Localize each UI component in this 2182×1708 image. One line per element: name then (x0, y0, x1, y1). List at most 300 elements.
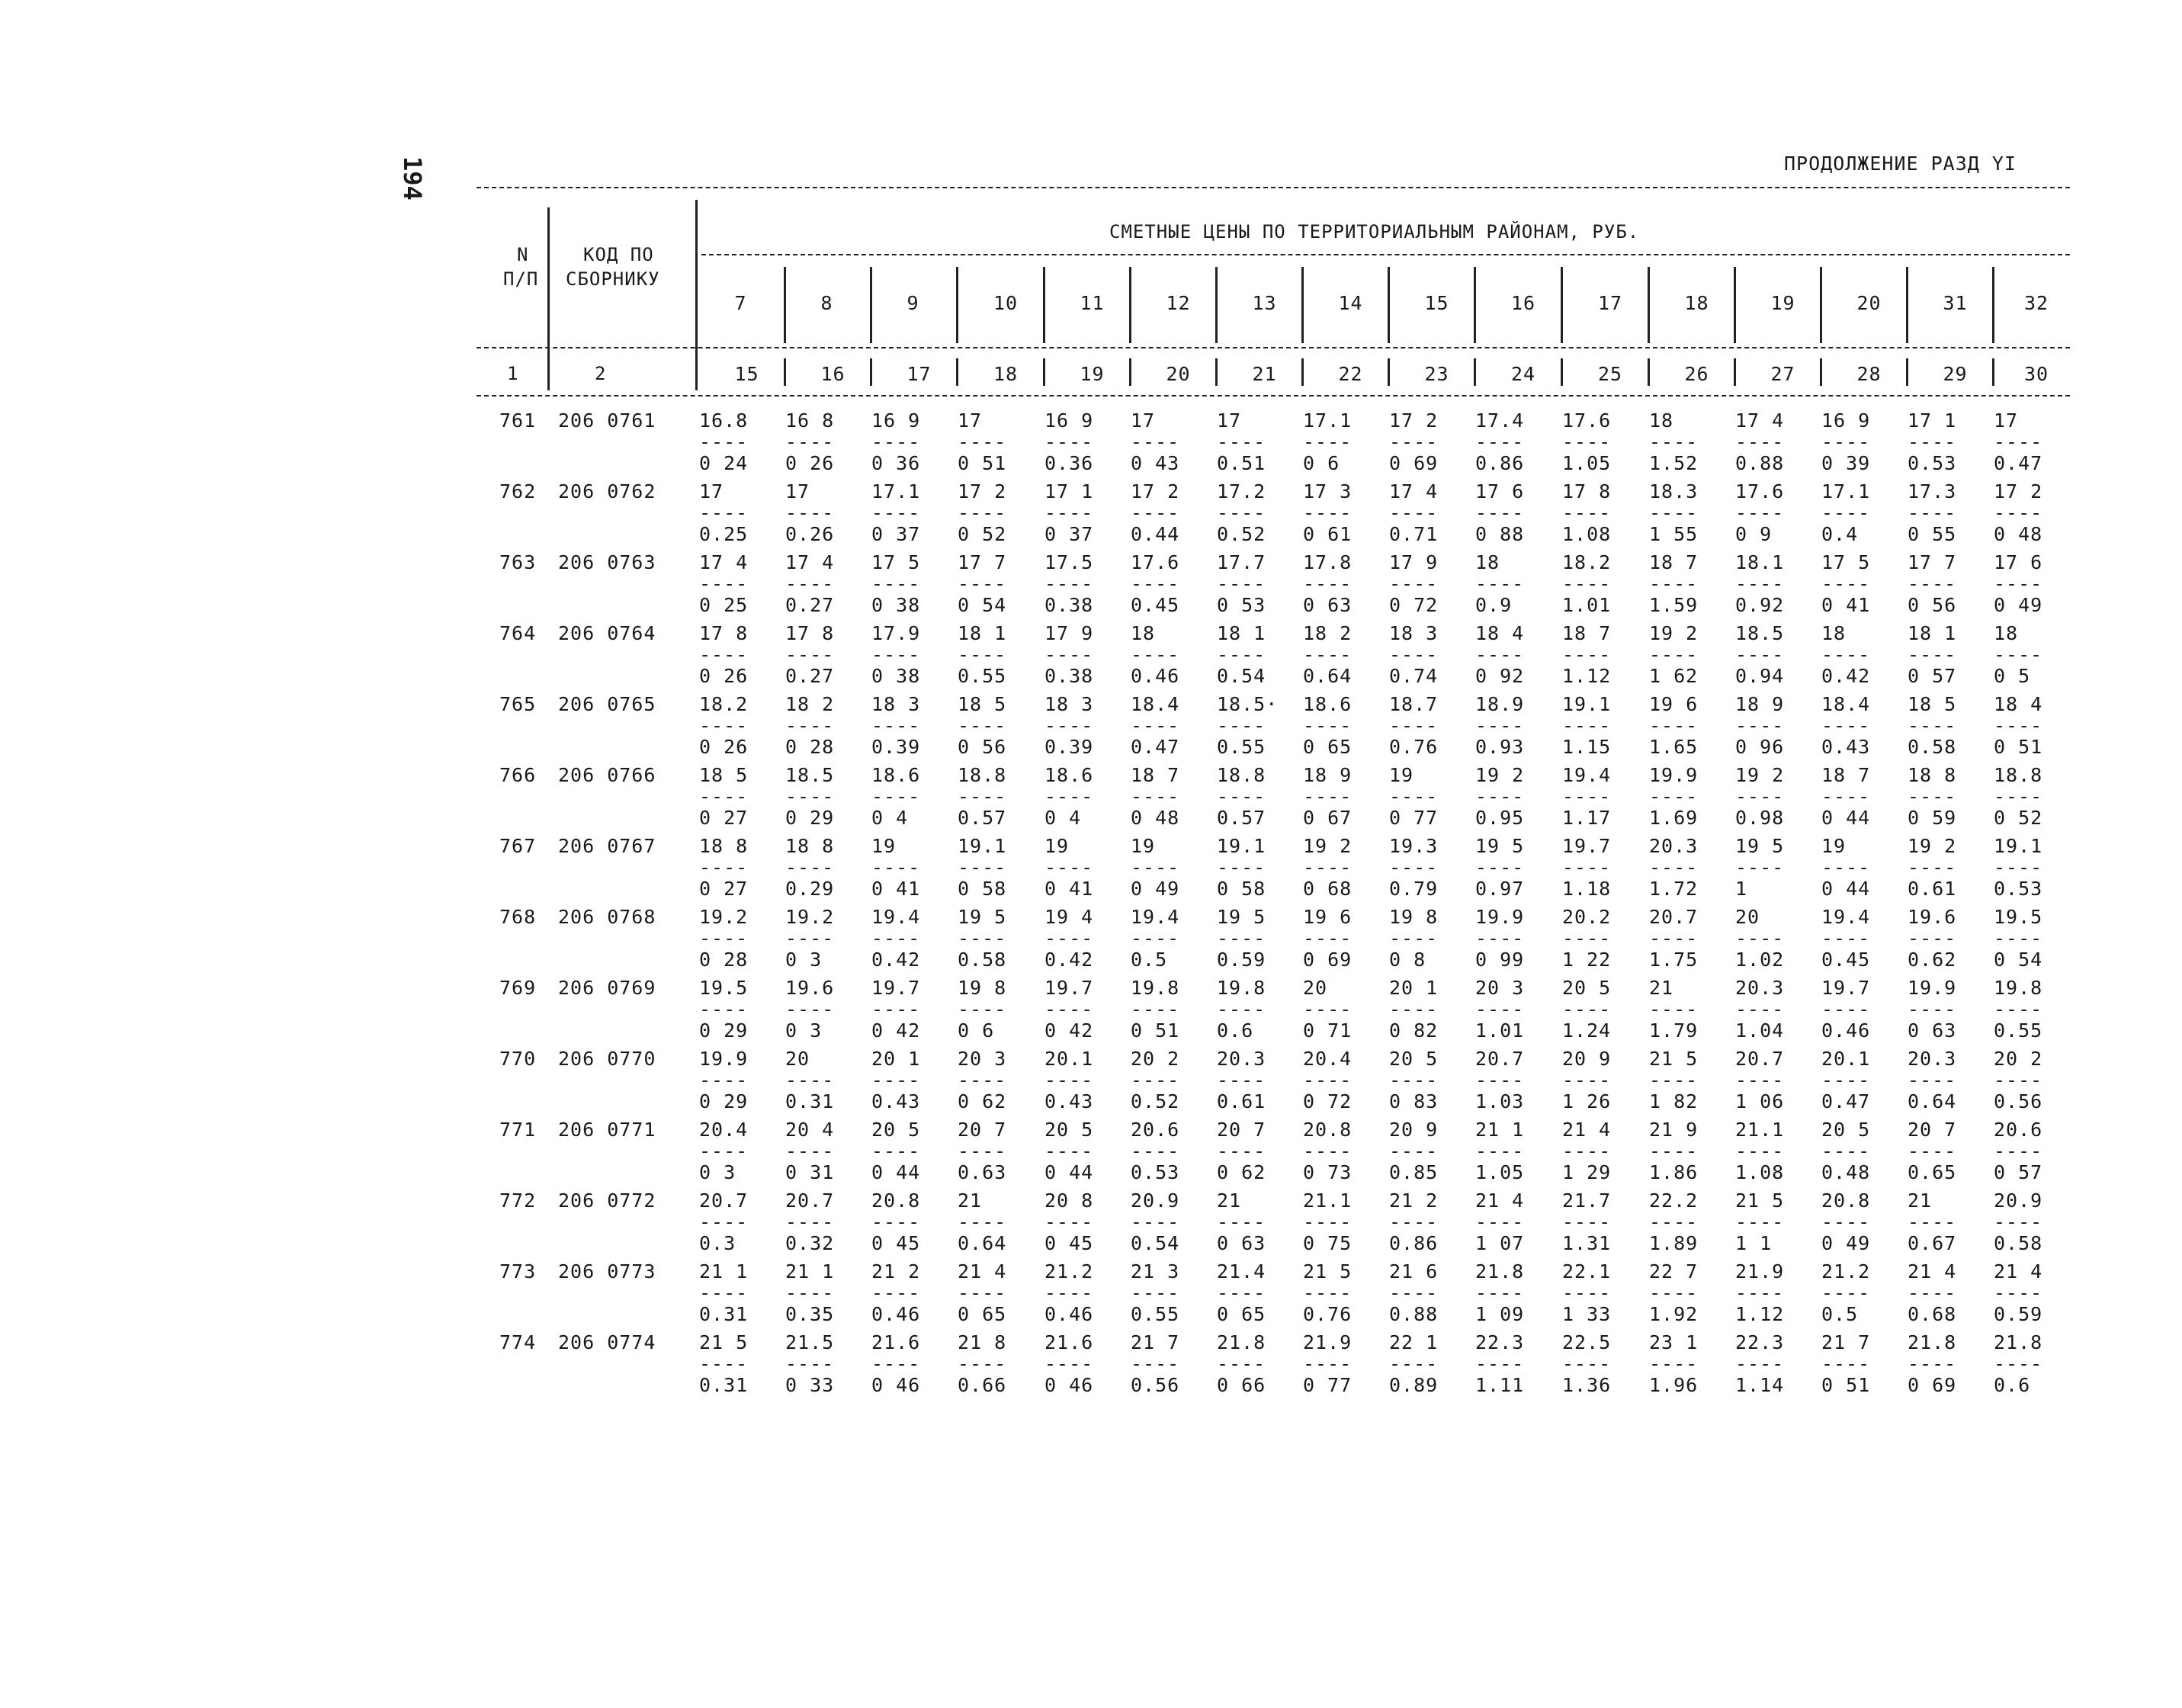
value-divider: ---- (1044, 998, 1094, 1020)
value-divider: ---- (1562, 856, 1612, 878)
change-cell: 0.58 (1994, 1232, 2043, 1254)
change-cell: 0 26 (785, 452, 835, 474)
change-cell: 0 52 (958, 523, 1007, 545)
value-divider: ---- (1908, 785, 1957, 807)
price-cell: 19.8 (1131, 977, 1180, 999)
price-cell: 21 1 (1475, 1119, 1525, 1141)
price-cell: 19.7 (1562, 835, 1612, 857)
value-divider: ---- (1389, 1140, 1439, 1162)
change-cell: 0 44 (1821, 807, 1871, 829)
value-divider: ---- (1735, 1140, 1785, 1162)
value-divider: ---- (1562, 998, 1612, 1020)
price-cell: 22.2 (1649, 1190, 1699, 1212)
price-cell: 17.6 (1735, 480, 1785, 502)
change-cell: 0.32 (785, 1232, 835, 1254)
price-cell: 21 (1649, 977, 1674, 999)
value-divider: ---- (1303, 1069, 1353, 1091)
value-divider: ---- (871, 431, 921, 453)
price-cell: 21.1 (1303, 1190, 1353, 1212)
price-cell: 18 1 (1217, 622, 1266, 644)
change-cell: 1.92 (1649, 1303, 1699, 1325)
price-cell: 18 8 (1908, 764, 1957, 786)
price-cell: 19 (1044, 835, 1070, 857)
value-divider: ---- (1475, 927, 1525, 949)
price-cell: 18 (1821, 622, 1847, 644)
value-divider: ---- (1908, 1069, 1957, 1091)
price-cell: 16.8 (699, 409, 749, 432)
header-bar-colnum (784, 358, 786, 386)
value-divider: ---- (1389, 644, 1439, 666)
row-code: 206 0768 (558, 906, 656, 928)
price-cell: 18 1 (958, 622, 1007, 644)
change-cell: 0.56 (1994, 1090, 2043, 1112)
price-cell: 20.8 (1821, 1190, 1871, 1212)
change-cell: 0.54 (1217, 665, 1266, 687)
price-cell: 19.1 (1217, 835, 1266, 857)
header-bar-district (1388, 267, 1390, 343)
price-cell: 16 8 (785, 409, 835, 432)
price-cell: 20.7 (1649, 906, 1699, 928)
price-cell: 17 5 (871, 551, 921, 573)
header-colnum-15: 15 (734, 363, 759, 385)
value-divider: ---- (1217, 1282, 1266, 1304)
row-code: 206 0770 (558, 1048, 656, 1070)
value-divider: ---- (1475, 998, 1525, 1020)
price-cell: 19 6 (1649, 693, 1699, 715)
header-bar-colnum (1734, 358, 1736, 386)
price-cell: 22 1 (1389, 1331, 1439, 1353)
row-number: 761 (499, 409, 537, 432)
change-cell: 0.53 (1908, 452, 1957, 474)
value-divider: ---- (1217, 714, 1266, 737)
price-cell: 20.1 (1044, 1048, 1094, 1070)
value-divider: ---- (785, 998, 835, 1020)
change-cell: 0.44 (1131, 523, 1180, 545)
change-cell: 0.57 (1217, 807, 1266, 829)
value-divider: ---- (958, 1282, 1007, 1304)
value-divider: ---- (1562, 1069, 1612, 1091)
value-divider: ---- (958, 1211, 1007, 1233)
change-cell: 1.18 (1562, 878, 1612, 900)
change-cell: 0 43 (1131, 452, 1180, 474)
price-cell: 21.8 (1475, 1260, 1525, 1283)
change-cell: 1.86 (1649, 1161, 1699, 1183)
row-code: 206 0764 (558, 622, 656, 644)
change-cell: 1.69 (1649, 807, 1699, 829)
price-cell: 17.6 (1131, 551, 1180, 573)
value-divider: ---- (1821, 856, 1871, 878)
price-cell: 21.8 (1908, 1331, 1957, 1353)
change-cell: 0.31 (785, 1090, 835, 1112)
row-code: 206 0771 (558, 1119, 656, 1141)
header-district-16: 16 (1511, 292, 1536, 314)
price-cell: 18.6 (1044, 764, 1094, 786)
change-cell: 0 51 (1821, 1374, 1871, 1396)
price-cell: 17 1 (1908, 409, 1957, 432)
value-divider: ---- (958, 573, 1007, 595)
value-divider: ---- (1475, 502, 1525, 524)
header-colnum-30: 30 (2024, 363, 2049, 385)
price-cell: 20.7 (1475, 1048, 1525, 1070)
price-cell: 17 (785, 480, 810, 502)
change-cell: 1.89 (1649, 1232, 1699, 1254)
value-divider: ---- (699, 785, 749, 807)
change-cell: 0.89 (1389, 1374, 1439, 1396)
change-cell: 0 26 (699, 665, 749, 687)
value-divider: ---- (1044, 856, 1094, 878)
value-divider: ---- (1217, 856, 1266, 878)
change-cell: 0.52 (1131, 1090, 1180, 1112)
price-cell: 21 2 (871, 1260, 921, 1283)
header-colnum-17: 17 (906, 363, 932, 385)
value-divider: ---- (1303, 431, 1353, 453)
header-bar-district (784, 267, 786, 343)
change-cell: 0 4 (871, 807, 909, 829)
value-divider: ---- (1389, 785, 1439, 807)
row-code: 206 0762 (558, 480, 656, 502)
value-divider: ---- (1389, 1353, 1439, 1375)
header-bar-district (1215, 267, 1218, 343)
change-cell: 0.76 (1303, 1303, 1353, 1325)
header-district-15: 15 (1424, 292, 1449, 314)
header-colnum-26: 26 (1684, 363, 1709, 385)
row-code: 206 0765 (558, 693, 656, 715)
change-cell: 0 46 (1044, 1374, 1094, 1396)
header-bar-district (1301, 267, 1304, 343)
value-divider: ---- (699, 1140, 749, 1162)
change-cell: 0 51 (958, 452, 1007, 474)
price-cell: 21.7 (1562, 1190, 1612, 1212)
value-divider: ---- (871, 998, 921, 1020)
change-cell: 1 07 (1475, 1232, 1525, 1254)
change-cell: 0 52 (1994, 807, 2043, 829)
price-cell: 20.8 (1303, 1119, 1353, 1141)
header-bar-district (870, 267, 872, 343)
change-cell: 0.3 (699, 1232, 736, 1254)
row-number: 772 (499, 1190, 537, 1212)
value-divider: ---- (1908, 431, 1957, 453)
value-divider: ---- (1562, 1140, 1612, 1162)
change-cell: 0 44 (1821, 878, 1871, 900)
row-number: 767 (499, 835, 537, 857)
value-divider: ---- (785, 644, 835, 666)
value-divider: ---- (1044, 644, 1094, 666)
price-cell: 19.4 (1562, 764, 1612, 786)
change-cell: 0 27 (699, 807, 749, 829)
change-cell: 0.59 (1217, 949, 1266, 971)
value-divider: ---- (1994, 573, 2043, 595)
change-cell: 0.42 (871, 949, 921, 971)
price-cell: 20 7 (958, 1119, 1007, 1141)
price-cell: 18.5 (1735, 622, 1785, 644)
price-cell: 19.6 (1908, 906, 1957, 928)
price-cell: 20.2 (1562, 906, 1612, 928)
price-cell: 18 (1475, 551, 1500, 573)
price-cell: 20.9 (1131, 1190, 1180, 1212)
change-cell: 0 99 (1475, 949, 1525, 971)
header-bar-colnum (1820, 358, 1822, 386)
price-cell: 18.1 (1735, 551, 1785, 573)
change-cell: 0 41 (871, 878, 921, 900)
header-colnum-27: 27 (1770, 363, 1795, 385)
price-cell: 17.2 (1217, 480, 1266, 502)
price-cell: 20.6 (1131, 1119, 1180, 1141)
change-cell: 0 58 (1217, 878, 1266, 900)
change-cell: 1.12 (1735, 1303, 1785, 1325)
price-cell: 19.1 (1562, 693, 1612, 715)
row-code: 206 0772 (558, 1190, 656, 1212)
header-district-17: 17 (1598, 292, 1623, 314)
change-cell: 1.31 (1562, 1232, 1612, 1254)
price-cell: 19.9 (1908, 977, 1957, 999)
price-cell: 17 1 (1044, 480, 1094, 502)
price-cell: 20 1 (871, 1048, 921, 1070)
price-cell: 18 7 (1821, 764, 1871, 786)
header-district-19: 19 (1770, 292, 1795, 314)
price-cell: 17.9 (871, 622, 921, 644)
value-divider: ---- (1649, 785, 1699, 807)
price-cell: 23 1 (1649, 1331, 1699, 1353)
price-cell: 20 5 (1044, 1119, 1094, 1141)
value-divider: ---- (1994, 644, 2043, 666)
header-colnum-21: 21 (1252, 363, 1277, 385)
price-cell: 18 3 (1389, 622, 1439, 644)
price-cell: 17 8 (699, 622, 749, 644)
change-cell: 0 69 (1908, 1374, 1957, 1396)
change-cell: 0.58 (958, 949, 1007, 971)
change-cell: 1.52 (1649, 452, 1699, 474)
change-cell: 0 63 (1217, 1232, 1266, 1254)
value-divider: ---- (1821, 1069, 1871, 1091)
change-cell: 0.36 (1044, 452, 1094, 474)
value-divider: ---- (1821, 785, 1871, 807)
change-cell: 0.46 (1821, 1019, 1871, 1042)
price-cell: 20 9 (1562, 1048, 1612, 1070)
value-divider: ---- (785, 573, 835, 595)
price-cell: 21 9 (1649, 1119, 1699, 1141)
price-cell: 17 9 (1044, 622, 1094, 644)
change-cell: 0 62 (1217, 1161, 1266, 1183)
change-cell: 0.54 (1131, 1232, 1180, 1254)
value-divider: ---- (1044, 714, 1094, 737)
price-cell: 20.6 (1994, 1119, 2043, 1141)
change-cell: 1.14 (1735, 1374, 1785, 1396)
header-end-rule (477, 395, 2070, 396)
value-divider: ---- (1044, 1282, 1094, 1304)
value-divider: ---- (1994, 1211, 2043, 1233)
value-divider: ---- (1821, 927, 1871, 949)
price-cell: 18.6 (871, 764, 921, 786)
change-cell: 0.86 (1475, 452, 1525, 474)
price-cell: 19 6 (1303, 906, 1353, 928)
price-cell: 20.7 (1735, 1048, 1785, 1070)
value-divider: ---- (1389, 998, 1439, 1020)
value-divider: ---- (1131, 573, 1180, 595)
change-cell: 1.79 (1649, 1019, 1699, 1042)
change-cell: 0.4 (1821, 523, 1859, 545)
header-bar-colnum (1992, 358, 1994, 386)
value-divider: ---- (1217, 644, 1266, 666)
change-cell: 0 71 (1303, 1019, 1353, 1042)
change-cell: 0.5 (1131, 949, 1168, 971)
change-cell: 0.85 (1389, 1161, 1439, 1183)
value-divider: ---- (1044, 1069, 1094, 1091)
price-cell: 18.4 (1131, 693, 1180, 715)
price-cell: 20.3 (1908, 1048, 1957, 1070)
value-divider: ---- (958, 998, 1007, 1020)
price-cell: 17 (958, 409, 983, 432)
price-cell: 21.8 (1994, 1331, 2043, 1353)
price-cell: 18.5 (785, 764, 835, 786)
row-number: 768 (499, 906, 537, 928)
change-cell: 0 77 (1389, 807, 1439, 829)
change-cell: 0 72 (1389, 594, 1439, 616)
price-cell: 17.1 (871, 480, 921, 502)
change-cell: 0 29 (699, 1090, 749, 1112)
price-cell: 19.6 (785, 977, 835, 999)
price-cell: 21 (958, 1190, 983, 1212)
value-divider: ---- (699, 1211, 749, 1233)
price-cell: 21 2 (1389, 1190, 1439, 1212)
change-cell: 0 3 (785, 949, 823, 971)
price-cell: 19 5 (958, 906, 1007, 928)
value-divider: ---- (699, 644, 749, 666)
price-cell: 19.4 (1821, 906, 1871, 928)
value-divider: ---- (1303, 785, 1353, 807)
value-divider: ---- (1994, 1069, 2043, 1091)
value-divider: ---- (1562, 1353, 1612, 1375)
price-cell: 16 9 (1044, 409, 1094, 432)
header-district-11: 11 (1080, 292, 1105, 314)
change-cell: 0.39 (871, 736, 921, 758)
header-bar-district (1906, 267, 1908, 343)
value-divider: ---- (1735, 714, 1785, 737)
value-divider: ---- (1303, 998, 1353, 1020)
change-cell: 1.72 (1649, 878, 1699, 900)
price-cell: 18 7 (1649, 551, 1699, 573)
colnum-code: 2 (595, 363, 607, 384)
change-cell: 0 28 (699, 949, 749, 971)
price-cell: 17.8 (1303, 551, 1353, 573)
price-cell: 21 1 (785, 1260, 835, 1283)
value-divider: ---- (699, 573, 749, 595)
price-cell: 17 2 (1131, 480, 1180, 502)
value-divider: ---- (958, 644, 1007, 666)
change-cell: 0.26 (785, 523, 835, 545)
price-cell: 20.1 (1821, 1048, 1871, 1070)
value-divider: ---- (1908, 998, 1957, 1020)
change-cell: 0.68 (1908, 1303, 1957, 1325)
value-divider: ---- (1994, 502, 2043, 524)
price-cell: 20 5 (1562, 977, 1612, 999)
change-cell: 0 68 (1303, 878, 1353, 900)
price-cell: 21 4 (1475, 1190, 1525, 1212)
change-cell: 0.39 (1044, 736, 1094, 758)
header-bar-district (956, 267, 958, 343)
change-cell: 0 6 (1303, 452, 1340, 474)
price-cell: 21 3 (1131, 1260, 1180, 1283)
price-cell: 18.7 (1389, 693, 1439, 715)
price-cell: 18 1 (1908, 622, 1957, 644)
price-cell: 18 8 (785, 835, 835, 857)
header-colnum-23: 23 (1424, 363, 1449, 385)
header-district-13: 13 (1252, 292, 1277, 314)
price-cell: 17 (1131, 409, 1156, 432)
value-divider: ---- (1994, 1353, 2043, 1375)
price-cell: 18.8 (958, 764, 1007, 786)
row-code: 206 0763 (558, 551, 656, 573)
value-divider: ---- (785, 785, 835, 807)
value-divider: ---- (1649, 431, 1699, 453)
header-bar-colnum (1388, 358, 1390, 386)
row-code: 206 0773 (558, 1260, 656, 1283)
change-cell: 0 44 (1044, 1161, 1094, 1183)
change-cell: 1.59 (1649, 594, 1699, 616)
value-divider: ---- (1821, 998, 1871, 1020)
price-cell: 18 (1994, 622, 2019, 644)
change-cell: 0.56 (1131, 1374, 1180, 1396)
price-cell: 21 4 (1908, 1260, 1957, 1283)
change-cell: 1.05 (1475, 1161, 1525, 1183)
change-cell: 0 65 (1217, 1303, 1266, 1325)
value-divider: ---- (699, 856, 749, 878)
price-cell: 16 9 (871, 409, 921, 432)
header-bar-district (1648, 267, 1650, 343)
value-divider: ---- (1994, 431, 2043, 453)
value-divider: ---- (699, 1353, 749, 1375)
change-cell: 0.55 (1131, 1303, 1180, 1325)
change-cell: 0.47 (1821, 1090, 1871, 1112)
change-cell: 0 61 (1303, 523, 1353, 545)
value-divider: ---- (1303, 573, 1353, 595)
change-cell: 0 83 (1389, 1090, 1439, 1112)
change-cell: 1 29 (1562, 1161, 1612, 1183)
price-cell: 17.3 (1908, 480, 1957, 502)
value-divider: ---- (1562, 714, 1612, 737)
value-divider: ---- (785, 1211, 835, 1233)
value-divider: ---- (785, 927, 835, 949)
change-cell: 0.67 (1908, 1232, 1957, 1254)
change-cell: 0.27 (785, 594, 835, 616)
change-cell: 0 49 (1131, 878, 1180, 900)
value-divider: ---- (1908, 1140, 1957, 1162)
price-cell: 19.5 (1994, 906, 2043, 928)
price-cell: 17 6 (1475, 480, 1525, 502)
value-divider: ---- (1217, 502, 1266, 524)
value-divider: ---- (1735, 856, 1785, 878)
value-divider: ---- (1044, 502, 1094, 524)
change-cell: 0 42 (871, 1019, 921, 1042)
price-cell: 21 4 (1562, 1119, 1612, 1141)
change-cell: 0.46 (1044, 1303, 1094, 1325)
change-cell: 1.75 (1649, 949, 1699, 971)
price-cell: 21 (1217, 1190, 1242, 1212)
value-divider: ---- (699, 502, 749, 524)
change-cell: 0.29 (785, 878, 835, 900)
price-cell: 20 (1735, 906, 1760, 928)
value-divider: ---- (1562, 927, 1612, 949)
value-divider: ---- (1303, 714, 1353, 737)
value-divider: ---- (958, 431, 1007, 453)
header-bar-colnum (1301, 358, 1304, 386)
change-cell: 0 38 (871, 665, 921, 687)
value-divider: ---- (1649, 1353, 1699, 1375)
price-cell: 21.5 (785, 1331, 835, 1353)
change-cell: 0.64 (1303, 665, 1353, 687)
value-divider: ---- (958, 1353, 1007, 1375)
header-district-20: 20 (1856, 292, 1882, 314)
value-divider: ---- (1562, 431, 1612, 453)
